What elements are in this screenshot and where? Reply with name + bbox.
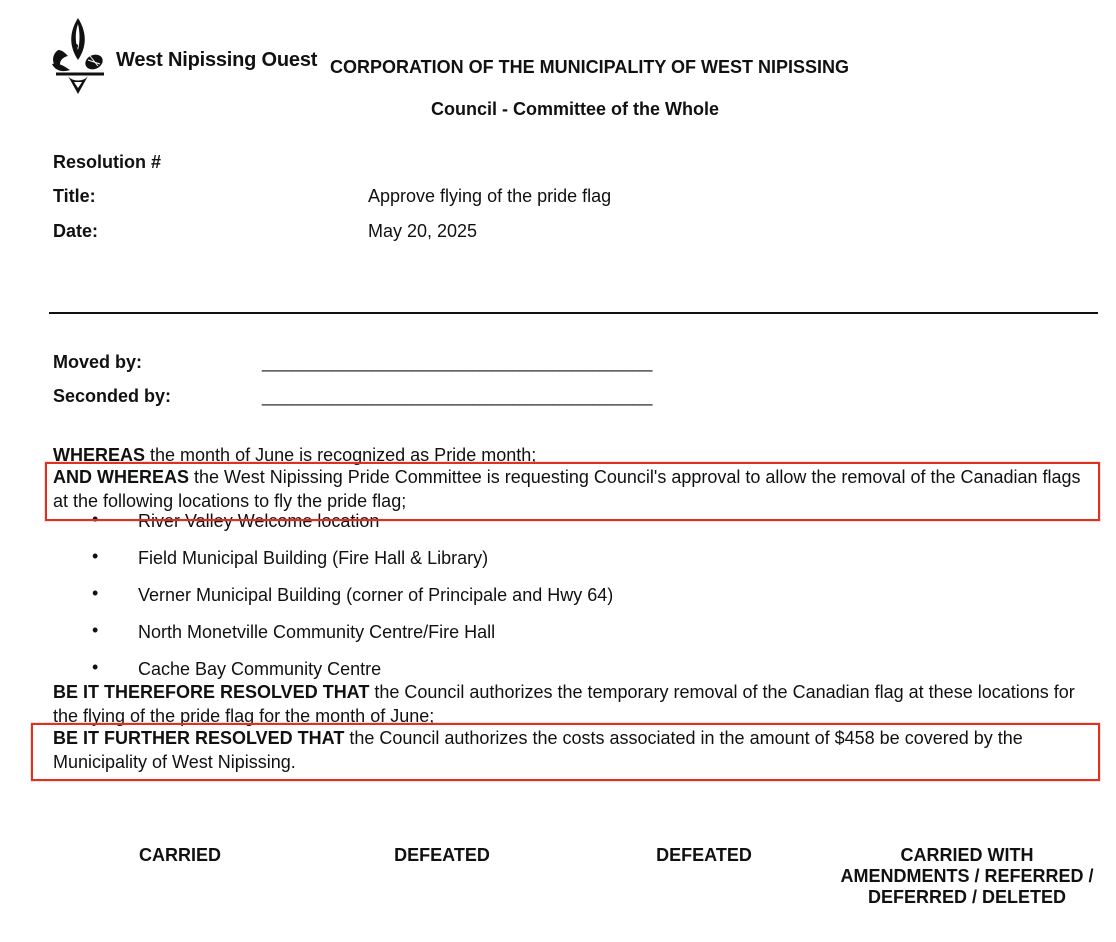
and-whereas-lead: AND WHEREAS	[53, 467, 190, 487]
bullet-marker: •	[92, 657, 99, 677]
resolved-clause	[53, 680, 1093, 728]
location-item: River Valley Welcome location	[138, 511, 380, 531]
whereas-lead: WHEREAS	[53, 445, 146, 465]
further-resolved-lead: BE IT FURTHER RESOLVED THAT	[53, 728, 345, 748]
bullet-marker: •	[92, 546, 99, 566]
outcome-defeated: DEFEATED	[656, 845, 752, 865]
outcome-line: AMENDMENTS / REFERRED /	[840, 866, 1094, 886]
corporation-title: CORPORATION OF THE MUNICIPALITY OF WEST NIPISSING	[330, 57, 850, 77]
bullet-marker: •	[92, 583, 99, 603]
outcome-carried: CARRIED	[138, 845, 221, 865]
moved-by-blank: _______________________________________	[262, 352, 653, 372]
logo-text: West Nipissing Ouest	[116, 49, 318, 71]
further-resolved-text: the Council authorizes the costs associated in the amount of $458 be covered by the Municipality of West Nipissing.	[53, 728, 1023, 772]
moved-by-label: Moved by:	[53, 352, 143, 372]
bullet-marker: •	[92, 509, 99, 529]
title-label: Title:	[53, 186, 96, 206]
date-value: May 20, 2025	[368, 221, 478, 241]
section-divider	[49, 312, 1098, 314]
date-label: Date:	[53, 221, 99, 241]
resolved-text: the Council authorizes the temporary removal of the Canadian flag at these locations for the flying of the pride flag for the month of June;	[53, 682, 1075, 726]
resolved-lead: BE IT THEREFORE RESOLVED THAT	[53, 682, 370, 702]
outcome-carried-with-amendments	[836, 845, 1098, 908]
location-item: North Monetville Community Centre/Fire Hall	[138, 622, 496, 642]
location-item: Verner Municipal Building (corner of Principale and Hwy 64)	[138, 585, 614, 605]
title-value: Approve flying of the pride flag	[368, 186, 612, 206]
highlight-box-and-whereas	[45, 462, 1100, 521]
meeting-subtitle: Council - Committee of the Whole	[431, 99, 719, 119]
location-item: Field Municipal Building (Fire Hall & Library)	[138, 548, 489, 568]
highlight-box-further-resolved	[31, 723, 1100, 781]
and-whereas-text: the West Nipissing Pride Committee is requesting Council's approval to allow the removal of the Canadian flags at the following locations to fly the pride flag;	[53, 467, 1081, 511]
seconded-by-blank: _______________________________________	[262, 386, 653, 406]
seconded-by-label: Seconded by:	[53, 386, 172, 406]
resolution-label: Resolution #	[53, 152, 162, 172]
location-item: Cache Bay Community Centre	[138, 659, 382, 679]
outcome-defeated: DEFEATED	[394, 845, 490, 865]
fleur-de-lis-logo-icon	[48, 16, 118, 100]
outcome-line: DEFERRED / DELETED	[867, 887, 1067, 907]
whereas-text: the month of June is recognized as Pride month;	[145, 445, 537, 465]
outcome-line: CARRIED WITH	[900, 845, 1034, 865]
bullet-marker: •	[92, 620, 99, 640]
